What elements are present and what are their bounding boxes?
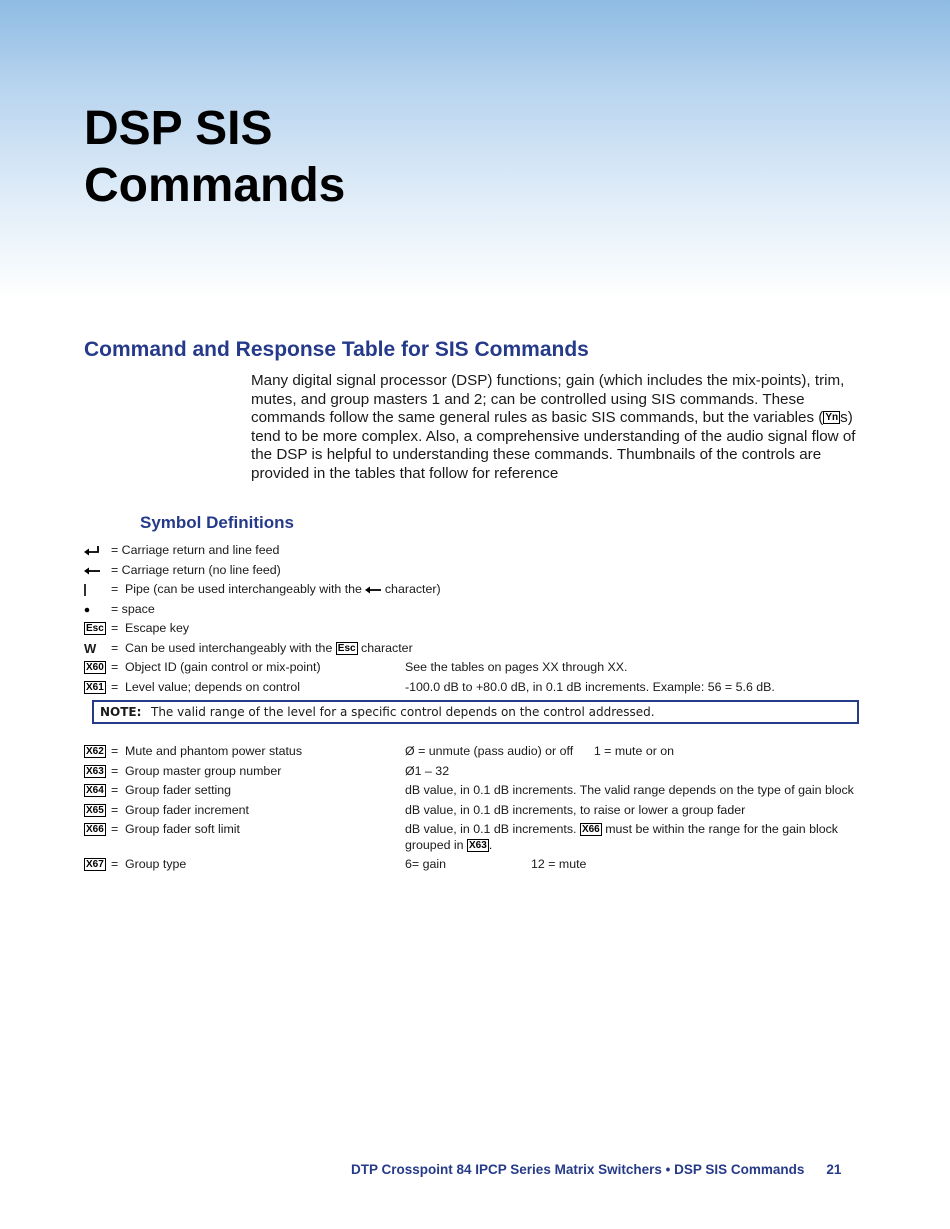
x66-value-line2 [405,838,492,853]
w-desc [125,641,413,656]
intro-text-1: Many digital signal processor (DSP) functions; gain (which includes the mix-points), trim, mutes, and group masters 1 and 2; can be controlled using SIS commands. These commands follow the same general rules as basic SIS commands, but the variables ( [251,372,845,426]
esc-equals: = [111,621,119,635]
cr-desc: = Carriage return (no line feed) [111,563,281,577]
x63-variable-box: X63 [86,766,104,777]
esc-desc: Escape key [125,621,190,635]
x61-equals: = [111,680,119,694]
x62-value: Ø = unmute (pass audio) or off 1 = mute or on [405,744,675,758]
w-symbol: W [84,641,97,656]
x63-variable-box-inline: X63 [469,840,487,852]
x66-value-c: grouped in [405,838,464,852]
space-dot-icon [84,602,108,617]
page-title-line-2: Commands [84,159,346,212]
x61-value: -100.0 dB to +80.0 dB, in 0.1 dB increments. Example: 56 = 5.6 dB. [405,680,775,694]
x63-value: Ø1 – 32 [405,764,450,778]
note-label: NOTE: [100,705,142,719]
x65-value: dB value, in 0.1 dB increments, to raise or lower a group fader [405,803,746,817]
esc-key-box: Esc [86,623,104,634]
x66-variable-box-inline: X66 [581,824,600,836]
esc-key-box-inline: Esc [337,643,356,655]
x66-value-a: dB value, in 0.1 dB increments. [405,822,577,836]
variable-yn-box: Yn [825,412,839,424]
x62-equals: = [111,744,119,758]
note-text: The valid range of the level for a specific control depends on the control addressed. [151,705,655,719]
x66-value-d: . [488,838,493,852]
page-number: 21 [826,1162,842,1177]
intro-text-2: s) tend to be more complex. Also, a comprehensive understanding of the audio signal flow of the DSP is helpful to understanding these commands. Thumbnails of the controls are provided in the tables that follow for reference [251,409,856,482]
x67-value-gain: 6= gain [405,857,446,871]
pipe-equals: = [111,582,119,596]
x63-equals: = [111,764,119,778]
x60-variable-box: X60 [86,662,104,673]
x64-desc: Group fader setting [125,783,232,797]
x65-desc: Group fader increment [125,803,249,817]
page-title-line-1: DSP SIS [84,102,273,155]
x62-desc: Mute and phantom power status [125,744,303,758]
return-arrow-icon-inline [365,586,381,594]
x66-equals: = [111,822,119,836]
pipe-desc-b: character) [384,582,441,596]
space-desc: = space [111,602,155,616]
section-heading: Command and Response Table for SIS Commands [84,338,589,361]
w-desc-b: character [361,641,413,655]
x60-equals: = [111,660,119,674]
x60-value: See the tables on pages XX through XX. [405,660,628,674]
x64-value: dB value, in 0.1 dB increments. The valid range depends on the type of gain block [405,783,854,797]
note-box [92,700,859,724]
x60-desc: Object ID (gain control or mix-point) [125,660,321,674]
pipe-desc [125,582,441,597]
symbol-definitions-heading: Symbol Definitions [140,513,294,532]
x67-variable-box: X67 [86,859,104,870]
pipe-desc-a: Pipe (can be used interchangeably with the [125,582,362,596]
page-title [84,100,345,214]
w-equals: = [111,641,119,655]
x64-equals: = [111,783,119,797]
x66-desc: Group fader soft limit [125,822,241,836]
w-desc-a: Can be used interchangeably with the [125,641,333,655]
x67-value-mute: 12 = mute [531,857,587,871]
x65-variable-box: X65 [86,805,104,816]
x66-value-b: must be within the range for the gain block [605,822,839,836]
x65-equals: = [111,803,119,817]
x64-variable-box: X64 [86,785,104,796]
x66-variable-box: X66 [86,824,104,835]
footer-text: DTP Crosspoint 84 IPCP Series Matrix Switchers • DSP SIS Commands [351,1162,805,1177]
x61-desc: Level value; depends on control [125,680,300,694]
pipe-icon [84,582,108,597]
x66-value-line1 [405,822,838,837]
page-footer [351,1162,841,1177]
x67-equals: = [111,857,119,871]
x63-desc: Group master group number [125,764,282,778]
cr-lf-desc: = Carriage return and line feed [111,543,280,557]
x62-variable-box: X62 [86,746,104,757]
intro-paragraph [251,372,871,483]
x67-desc: Group type [125,857,187,871]
x61-variable-box: X61 [86,682,104,693]
return-linefeed-icon [84,543,108,558]
return-arrow-icon [84,563,108,578]
